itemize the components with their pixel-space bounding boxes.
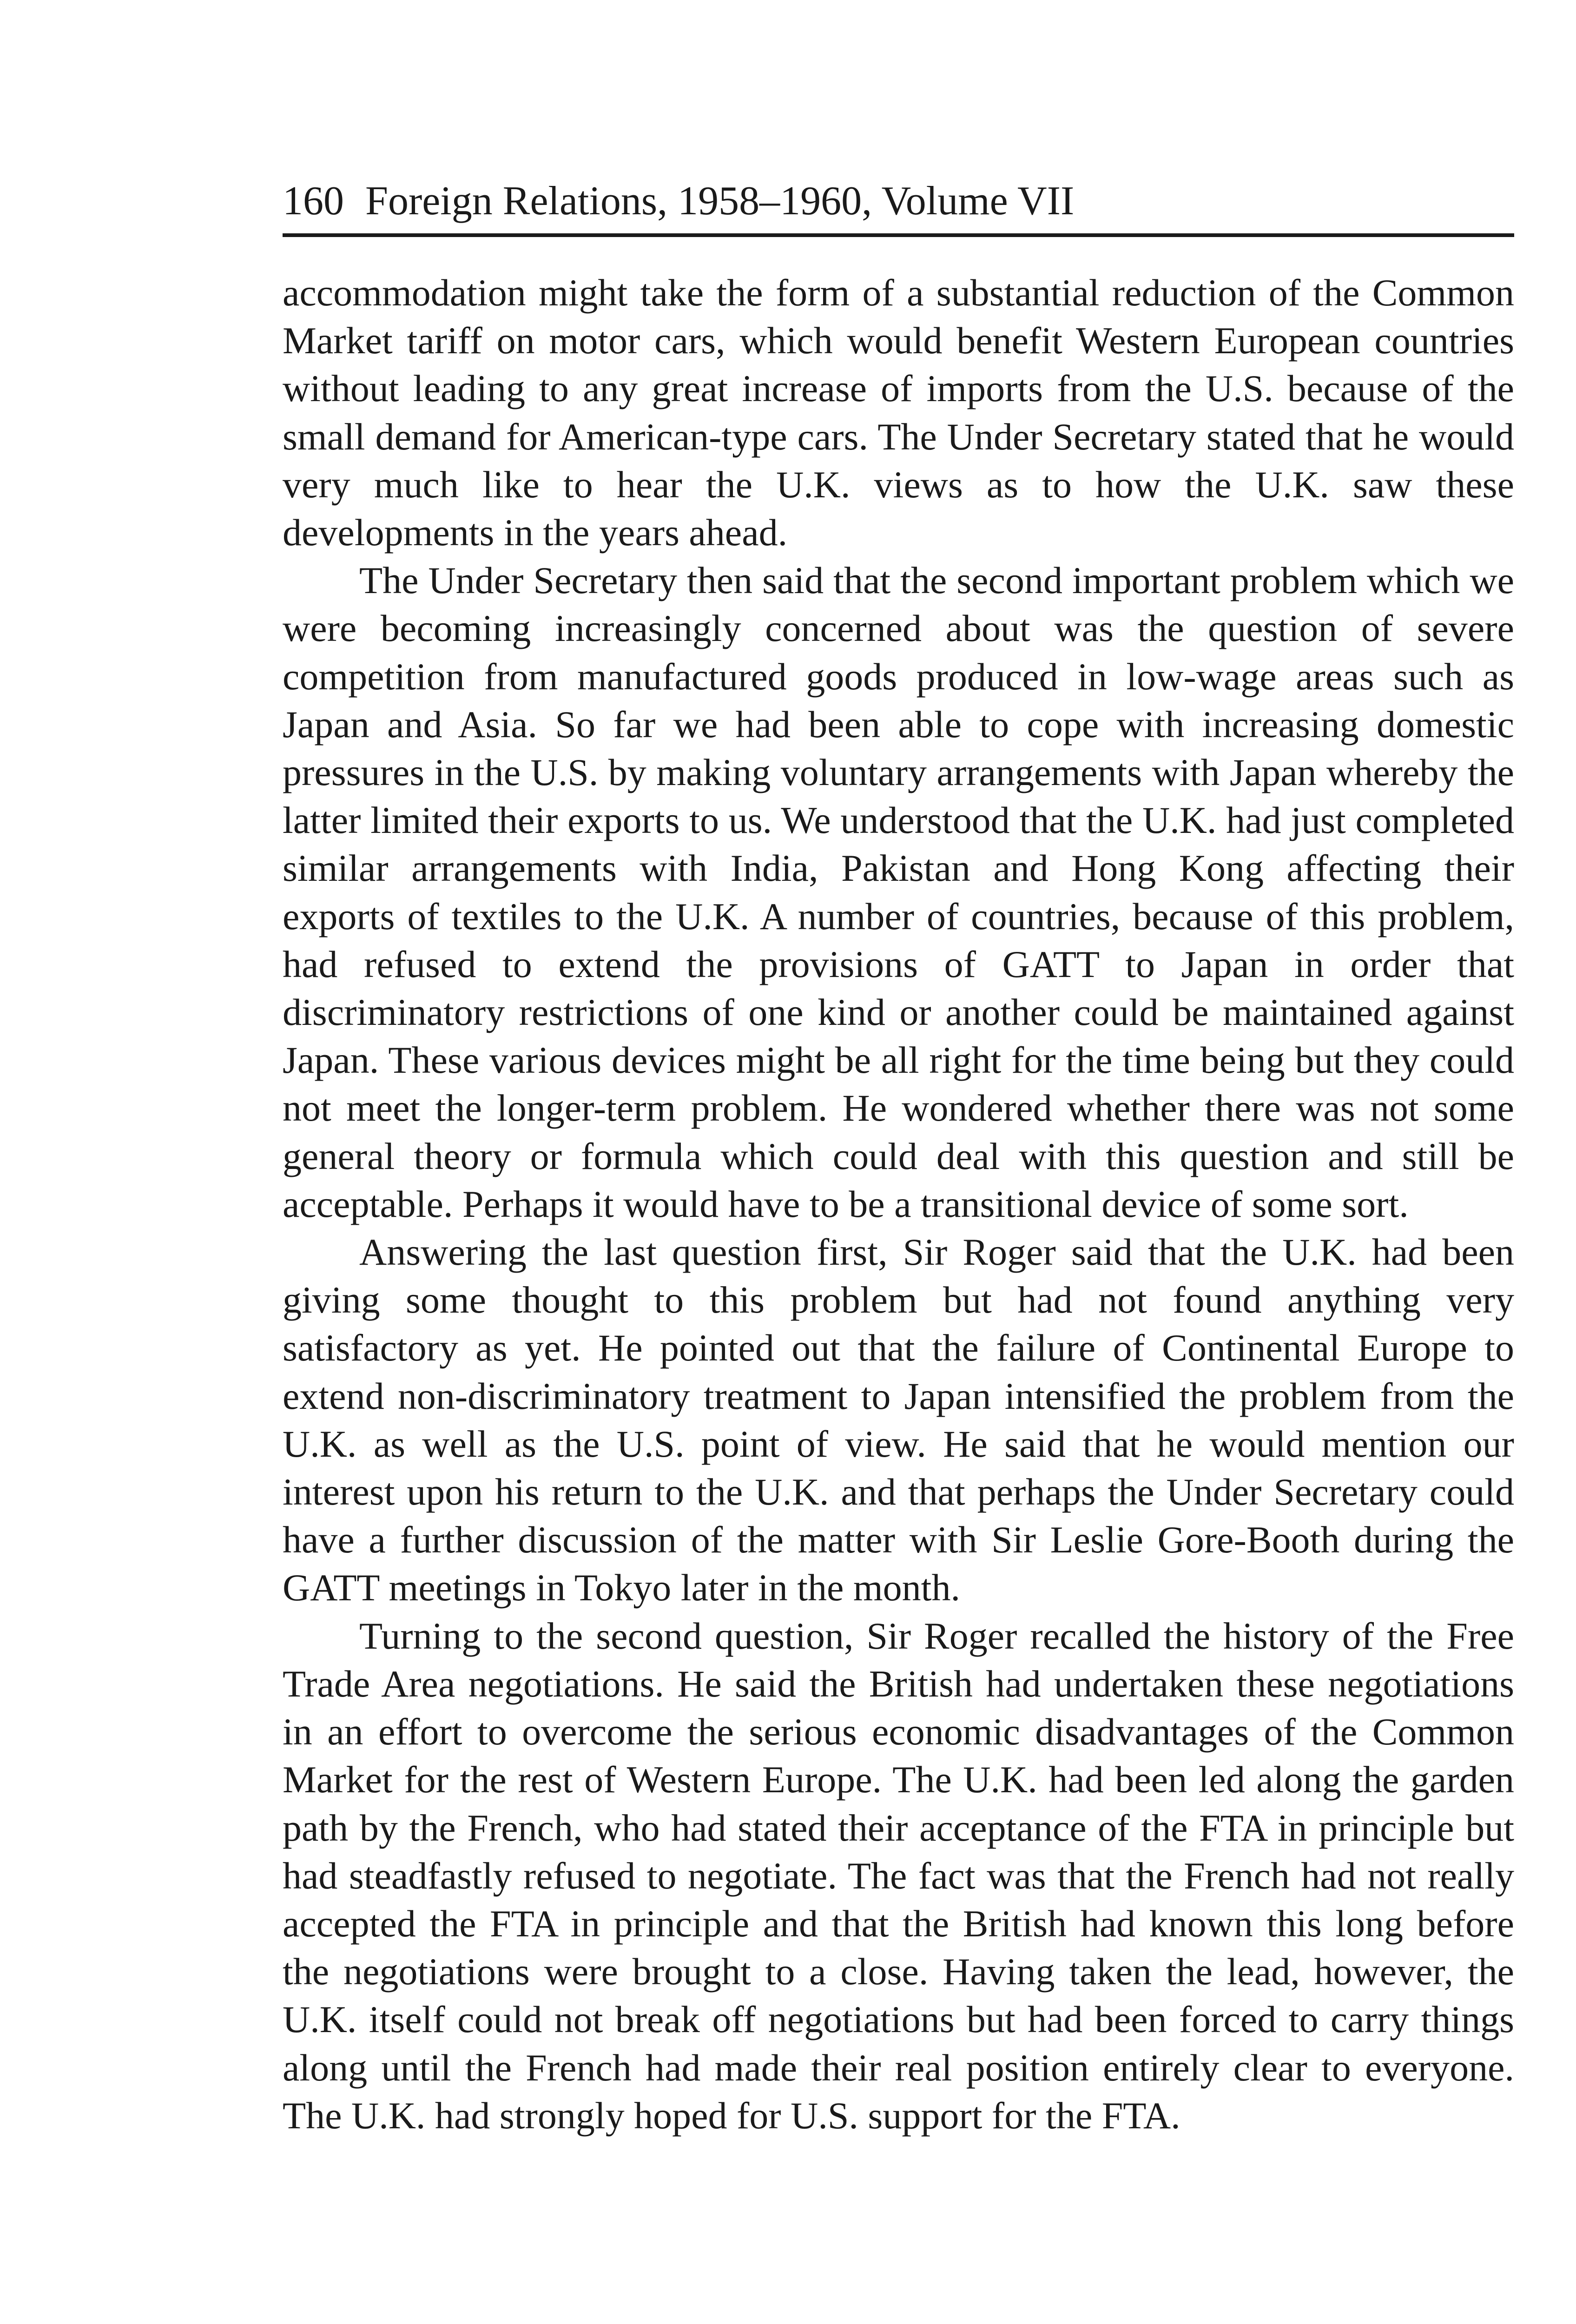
paragraph-sir-roger-answer: Answering the last question first, Sir Roger said that the U.K. had been giving some thought to this problem but had not found anything very satisfactory as yet. He pointed out that the failure of Continental Europe to extend non-discriminatory treatment to Japan intensified the problem from the U.K. as well as the U.S. point of view. He said that he would mention our interest upon his return to the U.K. and that perhaps the Under Secretary could have a further discussion of the matter with Sir Leslie Gore-Booth during the GATT meetings in Tokyo later in the month. (283, 1231, 1514, 1609)
paragraph-under-secretary-problem: The Under Secretary then said that the second important problem which we were becoming increasingly concerned about was the question of severe competition from manufactured goods produced in low-wage areas such as Japan and Asia. So far we had been able to cope with increasing domestic pressures in the U.S. by making voluntary arrangements with Japan whereby the latter limited their exports to us. We understood that the U.K. had just completed similar arrangements with India, Pakistan and Hong Kong affecting their exports of textiles to the U.K. A number of countries, because of this problem, had refused to extend the provisions of GATT to Japan in order that discriminatory restrictions of one kind or another could be maintained against Japan. These various devices might be all right for the time being but they could not meet the longer-term problem. He wondered whether there was not some general theory or formula which could deal with this question and still be acceptable. Perhaps it would have to be a transitional device of some sort. (283, 559, 1514, 1225)
paragraph-free-trade-area: Turning to the second question, Sir Roger recalled the history of the Free Trade Area negotiations. He said the British had undertaken these negotiations in an effort to overcome the serious economic disadvantages of the Common Market for the rest of Western Europe. The U.K. had been led along the garden path by the French, who had stated their acceptance of the FTA in principle but had steadfastly refused to negotiate. The fact was that the French had not really accepted the FTA in principle and that the British had known this long before the negotiations were brought to a close. Having taken the lead, however, the U.K. itself could not break off negotiations but had been forced to carry things along until the French had made their real position entirely clear to everyone. The U.K. had strongly hoped for U.S. support for the FTA. (283, 1614, 1514, 2137)
paragraph-continuation: accommodation might take the form of a substantial reduction of the Common Market tariff on motor cars, which would benefit Western European countries without leading to any great increase of imports from the U.S. because of the small demand for American-type cars. The Under Secretary stated that he would very much like to hear the U.K. views as to how the U.K. saw these developments in the years ahead. (283, 271, 1514, 554)
header-rule (283, 233, 1514, 237)
page-body (283, 269, 1514, 2139)
running-title: Foreign Relations, 1958–1960, Volume VII (365, 178, 1075, 224)
page-number: 160 (283, 178, 344, 224)
running-header (283, 176, 1514, 227)
